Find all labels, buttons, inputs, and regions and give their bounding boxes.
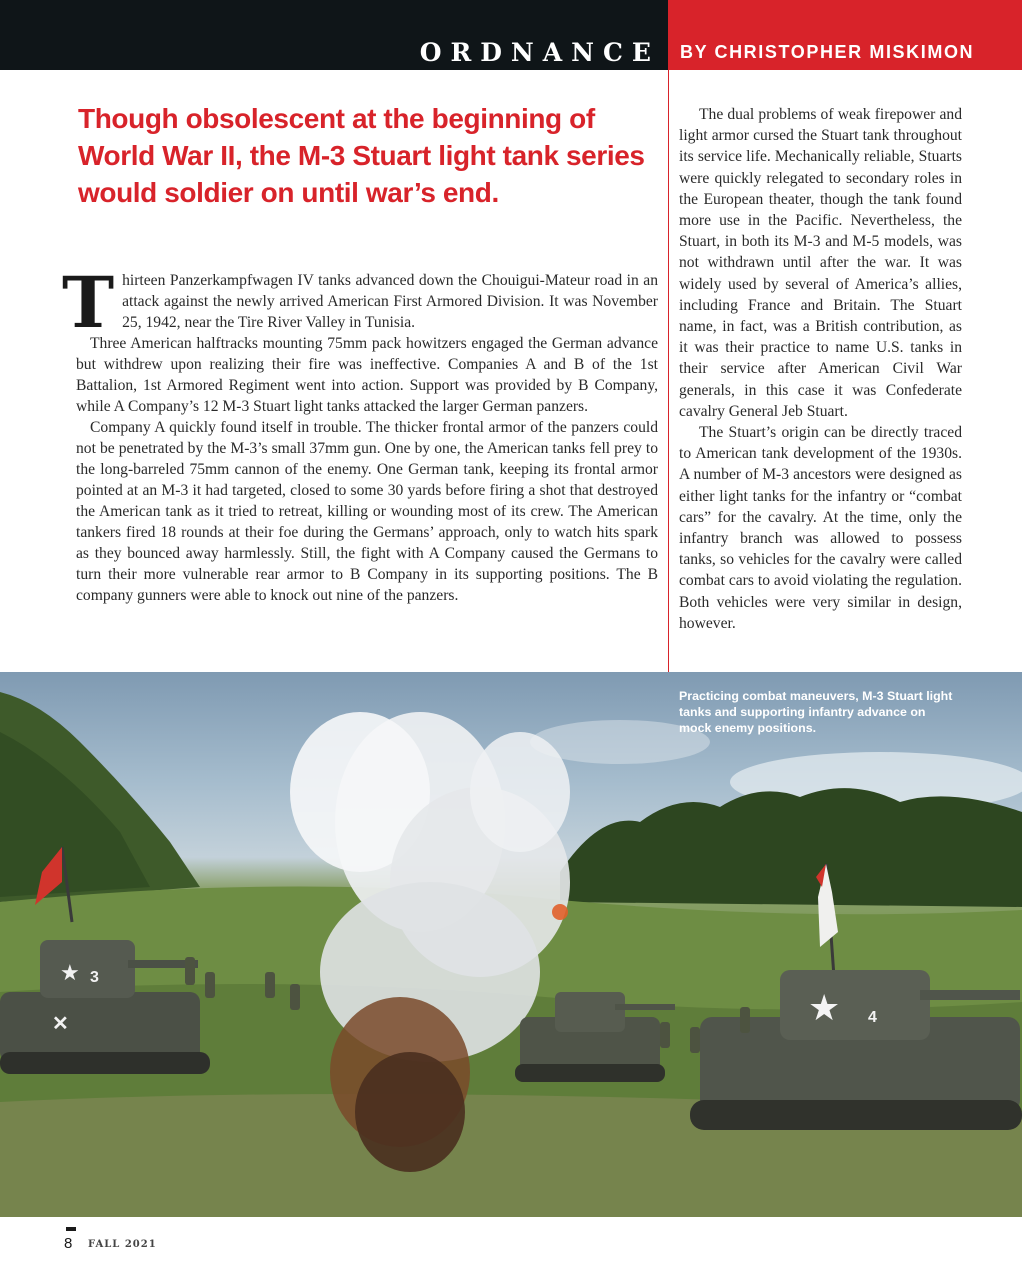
paragraph: The dual problems of weak firepower and light armor cursed the Stuart tank throughout its service life. Mechanically reliable, Stuarts were quickly relegated to secondary roles in the European theater, though the tank found more use in the Pacific. Nevertheless, the Stuart, in both its M-3 and M-5 models, was not withdrawn until after the war. It was widely used by several of America’s allies, including France and Britain. The Stuart name, in fact, was a British contribution, as it was their practice to name U.S. tanks in their service after American Civil War generals, in this case it was Confederate cavalry General Jeb Stuart. [679, 106, 962, 420]
article-body-right [679, 104, 962, 634]
tank-photo [0, 672, 1022, 1217]
svg-text:★: ★ [808, 988, 841, 1029]
article-deck: Though obsolescent at the beginning of World War II, the M-3 Stuart light tank series would soldier on until war’s end. [78, 103, 645, 208]
tank-number: 4 [868, 1009, 877, 1026]
paragraph: Three American halftracks mounting 75mm pack howitzers engaged the German advance but withdrew upon realizing their fire was ineffective. Companies A and B of the 1st Battalion, 1st Armored Regiment went into action. Support was provided by B Company, while A Company’s 12 M-3 Stuart light tanks attacked the larger German panzers. [76, 335, 658, 415]
svg-text:★: ★ [60, 961, 80, 986]
paragraph: Company A quickly found itself in trouble. The thicker frontal armor of the panzers could not be penetrated by the M-3’s small 37mm gun. One by one, the American tanks fell prey to the long-barreled 75mm cannon of the enemy. One German tank, keeping its frontal armor pointed at an M-3 it had targeted, closed to some 30 yards before firing a shot that destroyed the American tank as it tried to retreat, killing or wounding most of its crew. The American tankers fired 18 rounds at their foe during the Germans’ approach, only to watch hits spark as they bounced away harmlessly. Still, the fight with A Company caused the Germans to turn their more vulnerable rear armor to B Company in its supporting positions. The B company gunners were able to knock out nine of the panzers. [76, 419, 658, 604]
photo-illustration [0, 672, 1022, 1217]
section-label: ORDNANCE [419, 38, 660, 67]
svg-text:✕: ✕ [52, 1013, 69, 1035]
drop-cap: T [62, 261, 115, 344]
issue-label: FALL 2021 [88, 1239, 157, 1250]
paragraph: The Stuart’s origin can be directly traced to American tank development of the 1930s. A number of M-3 ancestors were designed as either light tanks for the infantry or “combat cars” for the cavalry. At the time, only the infantry branch was allowed to possess tanks, so vehicles for the cavalry were called combat cars to avoid violating the regulation. Both vehicles were very similar in design, however. [679, 424, 962, 632]
treeline-right [560, 788, 1022, 907]
tank-number: 3 [90, 969, 99, 986]
column-rule [668, 70, 669, 672]
paragraph [62, 261, 658, 344]
paragraph-text: hirteen Panzerkampfwagen IV tanks advanced down the Chouigui-Mateur road in an attack against the newly arrived American First Armored Division. It was November 25, 1942, near the Tire River Valley in Tunisia. [122, 272, 658, 331]
folio-mark [66, 1227, 76, 1231]
byline: BY CHRISTOPHER MISKIMON [680, 42, 975, 62]
page-number: 8 [64, 1235, 73, 1252]
article-body-left [62, 261, 658, 606]
photo-caption: Practicing combat maneuvers, M-3 Stuart light tanks and supporting infantry advance on mock enemy positions. [679, 689, 953, 735]
